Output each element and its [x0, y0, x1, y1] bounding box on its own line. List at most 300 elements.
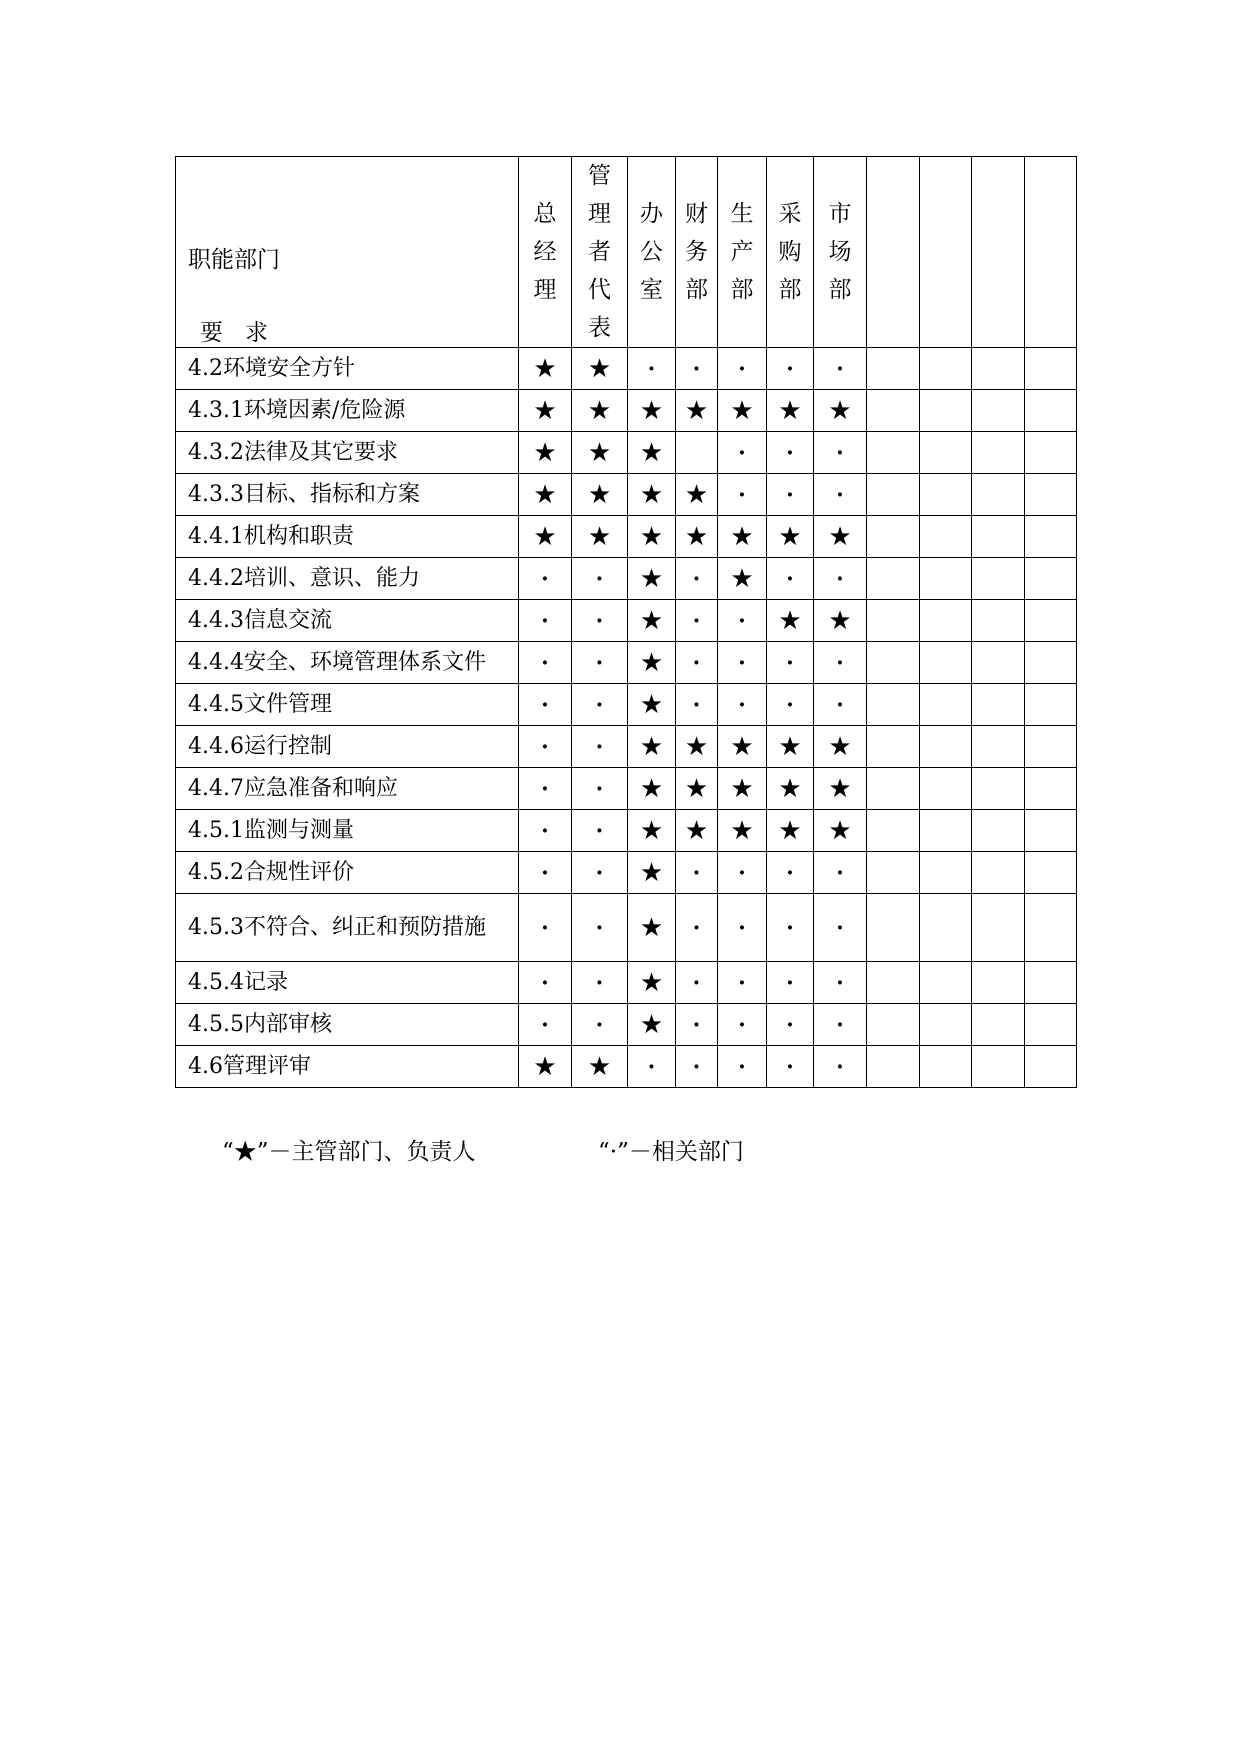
mark-cell: [767, 962, 814, 1004]
dot-mark: ·: [738, 691, 746, 718]
mark-cell: [676, 432, 718, 474]
mark-cell: [972, 390, 1025, 432]
dot-mark: ·: [595, 607, 604, 634]
dot-mark: ·: [786, 691, 794, 718]
mark-cell: [867, 390, 920, 432]
department-label: 市场部: [828, 201, 852, 303]
mark-cell: [767, 768, 814, 810]
mark-cell: [814, 810, 867, 852]
dot-mark: ·: [836, 481, 844, 508]
star-mark: ★: [828, 605, 852, 636]
table-row: [176, 1046, 1077, 1088]
mark-cell: [718, 962, 767, 1004]
mark-cell: [814, 390, 867, 432]
table-row: [176, 768, 1077, 810]
mark-cell: [972, 600, 1025, 642]
requirement-cell: 4.5.5内部审核: [176, 1004, 519, 1046]
dot-mark: ·: [836, 859, 844, 886]
dot-mark: ·: [738, 481, 746, 508]
department-header-5: [718, 157, 767, 348]
mark-cell: [1025, 894, 1077, 962]
star-mark: ★: [828, 773, 852, 804]
mark-cell: [572, 1046, 628, 1088]
mark-cell: [814, 432, 867, 474]
mark-cell: [1025, 852, 1077, 894]
mark-cell: [1025, 1004, 1077, 1046]
mark-cell: [814, 474, 867, 516]
mark-cell: [767, 1046, 814, 1088]
mark-cell: [1025, 768, 1077, 810]
mark-cell: [920, 726, 972, 768]
dot-mark: ·: [786, 914, 794, 941]
dot-mark: ·: [647, 355, 656, 382]
mark-cell: [920, 768, 972, 810]
star-mark: ★: [639, 521, 664, 552]
mark-cell: [676, 962, 718, 1004]
dot-mark: ·: [836, 439, 844, 466]
star-mark: ★: [730, 815, 754, 846]
mark-cell: [628, 516, 676, 558]
star-mark: ★: [639, 815, 664, 846]
dot-mark: ·: [786, 565, 794, 592]
mark-cell: [920, 852, 972, 894]
mark-cell: [572, 726, 628, 768]
mark-cell: [1025, 726, 1077, 768]
department-header-10: [972, 157, 1025, 348]
mark-cell: [920, 348, 972, 390]
legend-star-note: “★”－主管部门、负责人: [222, 1139, 476, 1165]
dot-mark: ·: [738, 914, 746, 941]
mark-cell: [628, 894, 676, 962]
mark-cell: [628, 684, 676, 726]
requirement-cell: 4.3.1环境因素/危险源: [176, 390, 519, 432]
table-row: [176, 1004, 1077, 1046]
department-label: 办公室: [640, 201, 663, 303]
mark-cell: [628, 1004, 676, 1046]
requirement-cell: 4.4.2培训、意识、能力: [176, 558, 519, 600]
requirement-cell: 4.4.5文件管理: [176, 684, 519, 726]
mark-cell: [519, 390, 572, 432]
mark-cell: [572, 516, 628, 558]
department-header-2: [572, 157, 628, 348]
mark-cell: [972, 962, 1025, 1004]
mark-cell: [519, 432, 572, 474]
table-row: [176, 894, 1077, 962]
department-header-8: [867, 157, 920, 348]
dot-mark: ·: [738, 1011, 746, 1038]
mark-cell: [718, 558, 767, 600]
requirement-cell: 4.4.3信息交流: [176, 600, 519, 642]
header-corner-cell: [176, 157, 519, 348]
dot-mark: ·: [786, 439, 794, 466]
mark-cell: [718, 348, 767, 390]
mark-cell: [867, 852, 920, 894]
dot-mark: ·: [541, 817, 549, 844]
mark-cell: [920, 642, 972, 684]
requirement-cell: 4.5.2合规性评价: [176, 852, 519, 894]
mark-cell: [814, 962, 867, 1004]
dot-mark: ·: [541, 859, 549, 886]
mark-cell: [1025, 962, 1077, 1004]
requirement-cell: 4.2环境安全方针: [176, 348, 519, 390]
mark-cell: [676, 1046, 718, 1088]
department-header-6: [767, 157, 814, 348]
mark-cell: [676, 894, 718, 962]
table-row: [176, 726, 1077, 768]
dot-mark: ·: [541, 733, 549, 760]
dot-mark: ·: [738, 607, 746, 634]
mark-cell: [519, 962, 572, 1004]
mark-cell: [519, 726, 572, 768]
star-mark: ★: [684, 773, 709, 804]
department-label: 财务部: [685, 201, 708, 303]
mark-cell: [867, 474, 920, 516]
dot-mark: ·: [595, 1011, 604, 1038]
mark-cell: [867, 1004, 920, 1046]
dot-mark: ·: [541, 914, 549, 941]
mark-cell: [1025, 348, 1077, 390]
star-mark: ★: [533, 479, 557, 510]
mark-cell: [519, 1046, 572, 1088]
department-header-3: [628, 157, 676, 348]
mark-cell: [519, 516, 572, 558]
legend-dot-note: “·”－相关部门: [598, 1139, 744, 1165]
mark-cell: [718, 810, 767, 852]
table-row: [176, 474, 1077, 516]
dot-mark: ·: [595, 565, 604, 592]
mark-cell: [972, 1004, 1025, 1046]
dot-mark: ·: [541, 1011, 549, 1038]
mark-cell: [920, 1046, 972, 1088]
department-header-4: [676, 157, 718, 348]
mark-cell: [867, 962, 920, 1004]
mark-cell: [718, 894, 767, 962]
mark-cell: [767, 348, 814, 390]
star-mark: ★: [828, 521, 852, 552]
mark-cell: [867, 768, 920, 810]
mark-cell: [767, 642, 814, 684]
requirement-cell: 4.5.3不符合、纠正和预防措施: [176, 894, 519, 962]
mark-cell: [676, 852, 718, 894]
mark-cell: [718, 474, 767, 516]
mark-cell: [519, 852, 572, 894]
star-mark: ★: [778, 395, 802, 426]
mark-cell: [767, 390, 814, 432]
header-bottom-label: 要求: [200, 320, 290, 346]
mark-cell: [572, 684, 628, 726]
table-row: [176, 642, 1077, 684]
dot-mark: ·: [541, 565, 549, 592]
mark-cell: [920, 962, 972, 1004]
mark-cell: [718, 1046, 767, 1088]
dot-mark: ·: [541, 969, 549, 996]
star-mark: ★: [639, 773, 664, 804]
star-mark: ★: [533, 521, 557, 552]
table-row: [176, 600, 1077, 642]
dot-mark: ·: [738, 355, 746, 382]
mark-cell: [1025, 810, 1077, 852]
mark-cell: [572, 600, 628, 642]
star-mark: ★: [730, 731, 754, 762]
department-header-7: [814, 157, 867, 348]
star-mark: ★: [639, 912, 664, 943]
mark-cell: [628, 474, 676, 516]
header-top-label: 职能部门: [188, 247, 280, 273]
mark-cell: [767, 1004, 814, 1046]
table-row: [176, 684, 1077, 726]
dot-mark: ·: [738, 649, 746, 676]
dot-mark: ·: [836, 1053, 844, 1080]
mark-cell: [572, 768, 628, 810]
mark-cell: [767, 600, 814, 642]
mark-cell: [718, 390, 767, 432]
star-mark: ★: [533, 1051, 557, 1082]
dot-mark: ·: [595, 733, 604, 760]
mark-cell: [767, 810, 814, 852]
mark-cell: [767, 894, 814, 962]
mark-cell: [676, 516, 718, 558]
star-mark: ★: [684, 521, 709, 552]
mark-cell: [972, 1046, 1025, 1088]
requirement-cell: 4.4.6运行控制: [176, 726, 519, 768]
star-mark: ★: [730, 773, 754, 804]
mark-cell: [972, 894, 1025, 962]
star-mark: ★: [639, 647, 664, 678]
mark-cell: [767, 432, 814, 474]
star-mark: ★: [730, 395, 754, 426]
mark-cell: [867, 810, 920, 852]
mark-cell: [814, 726, 867, 768]
mark-cell: [1025, 516, 1077, 558]
mark-cell: [920, 1004, 972, 1046]
mark-cell: [676, 684, 718, 726]
mark-cell: [572, 390, 628, 432]
mark-cell: [972, 852, 1025, 894]
mark-cell: [920, 894, 972, 962]
table-row: [176, 390, 1077, 432]
mark-cell: [718, 642, 767, 684]
department-label: 生产部: [730, 201, 754, 303]
mark-cell: [972, 558, 1025, 600]
mark-cell: [814, 516, 867, 558]
star-mark: ★: [778, 731, 802, 762]
mark-cell: [628, 768, 676, 810]
requirement-cell: 4.5.1监测与测量: [176, 810, 519, 852]
mark-cell: [920, 432, 972, 474]
mark-cell: [1025, 390, 1077, 432]
mark-cell: [628, 1046, 676, 1088]
mark-cell: [676, 768, 718, 810]
mark-cell: [814, 852, 867, 894]
mark-cell: [628, 726, 676, 768]
star-mark: ★: [639, 563, 664, 594]
dot-mark: ·: [541, 607, 549, 634]
mark-cell: [519, 348, 572, 390]
dot-mark: ·: [595, 691, 604, 718]
dot-mark: ·: [692, 565, 701, 592]
star-mark: ★: [587, 437, 612, 468]
mark-cell: [1025, 600, 1077, 642]
star-mark: ★: [587, 479, 612, 510]
dot-mark: ·: [692, 691, 701, 718]
table-row: [176, 516, 1077, 558]
dot-mark: ·: [692, 355, 701, 382]
mark-cell: [920, 474, 972, 516]
star-mark: ★: [639, 437, 664, 468]
mark-cell: [676, 558, 718, 600]
dot-mark: ·: [692, 607, 701, 634]
mark-cell: [920, 600, 972, 642]
mark-cell: [972, 726, 1025, 768]
mark-cell: [676, 726, 718, 768]
mark-cell: [519, 1004, 572, 1046]
dot-mark: ·: [738, 859, 746, 886]
mark-cell: [767, 516, 814, 558]
mark-cell: [519, 894, 572, 962]
mark-cell: [1025, 1046, 1077, 1088]
mark-cell: [628, 962, 676, 1004]
mark-cell: [814, 1004, 867, 1046]
table-row: [176, 962, 1077, 1004]
mark-cell: [920, 558, 972, 600]
mark-cell: [867, 600, 920, 642]
mark-cell: [519, 642, 572, 684]
mark-cell: [676, 810, 718, 852]
dot-mark: ·: [836, 691, 844, 718]
mark-cell: [676, 474, 718, 516]
dot-mark: ·: [692, 914, 701, 941]
dot-mark: ·: [595, 859, 604, 886]
mark-cell: [676, 1004, 718, 1046]
mark-cell: [718, 432, 767, 474]
mark-cell: [814, 894, 867, 962]
mark-cell: [676, 390, 718, 432]
dot-mark: ·: [692, 969, 701, 996]
mark-cell: [814, 1046, 867, 1088]
mark-cell: [972, 474, 1025, 516]
mark-cell: [628, 348, 676, 390]
requirement-cell: 4.4.7应急准备和响应: [176, 768, 519, 810]
star-mark: ★: [730, 521, 754, 552]
mark-cell: [676, 642, 718, 684]
dot-mark: ·: [647, 1053, 656, 1080]
star-mark: ★: [828, 815, 852, 846]
department-label: 总经理: [533, 201, 557, 303]
mark-cell: [972, 348, 1025, 390]
table-row: [176, 558, 1077, 600]
dot-mark: ·: [836, 565, 844, 592]
mark-cell: [572, 348, 628, 390]
star-mark: ★: [639, 689, 664, 720]
mark-cell: [867, 894, 920, 962]
mark-cell: [718, 600, 767, 642]
dot-mark: ·: [738, 439, 746, 466]
dot-mark: ·: [836, 649, 844, 676]
star-mark: ★: [684, 395, 709, 426]
requirement-cell: 4.3.2法律及其它要求: [176, 432, 519, 474]
mark-cell: [867, 1046, 920, 1088]
star-mark: ★: [587, 521, 612, 552]
star-mark: ★: [639, 395, 664, 426]
mark-cell: [572, 432, 628, 474]
dot-mark: ·: [595, 914, 604, 941]
mark-cell: [628, 642, 676, 684]
mark-cell: [572, 474, 628, 516]
mark-cell: [628, 852, 676, 894]
mark-cell: [718, 684, 767, 726]
star-mark: ★: [639, 1009, 664, 1040]
mark-cell: [767, 558, 814, 600]
mark-cell: [1025, 558, 1077, 600]
dot-mark: ·: [786, 1053, 794, 1080]
requirement-cell: 4.4.4安全、环境管理体系文件: [176, 642, 519, 684]
mark-cell: [519, 558, 572, 600]
requirement-cell: 4.4.1机构和职责: [176, 516, 519, 558]
requirement-cell: 4.6管理评审: [176, 1046, 519, 1088]
mark-cell: [1025, 474, 1077, 516]
star-mark: ★: [778, 605, 802, 636]
star-mark: ★: [533, 437, 557, 468]
dot-mark: ·: [836, 1011, 844, 1038]
mark-cell: [718, 1004, 767, 1046]
mark-cell: [972, 432, 1025, 474]
mark-cell: [718, 726, 767, 768]
mark-cell: [572, 810, 628, 852]
mark-cell: [676, 348, 718, 390]
dot-mark: ·: [786, 481, 794, 508]
department-label: 采购部: [778, 201, 802, 303]
table-row: [176, 348, 1077, 390]
star-mark: ★: [639, 857, 664, 888]
mark-cell: [814, 768, 867, 810]
dot-mark: ·: [692, 649, 701, 676]
requirement-cell: 4.5.4记录: [176, 962, 519, 1004]
mark-cell: [767, 474, 814, 516]
dot-mark: ·: [692, 1011, 701, 1038]
mark-cell: [572, 894, 628, 962]
mark-cell: [867, 726, 920, 768]
dot-mark: ·: [595, 649, 604, 676]
mark-cell: [867, 684, 920, 726]
dot-mark: ·: [836, 914, 844, 941]
mark-cell: [572, 962, 628, 1004]
mark-cell: [628, 600, 676, 642]
star-mark: ★: [778, 773, 802, 804]
mark-cell: [718, 516, 767, 558]
dot-mark: ·: [541, 649, 549, 676]
star-mark: ★: [639, 731, 664, 762]
mark-cell: [572, 558, 628, 600]
mark-cell: [920, 390, 972, 432]
star-mark: ★: [684, 731, 709, 762]
mark-cell: [867, 516, 920, 558]
mark-cell: [867, 348, 920, 390]
dot-mark: ·: [836, 969, 844, 996]
department-header-1: [519, 157, 572, 348]
mark-cell: [972, 516, 1025, 558]
mark-cell: [814, 558, 867, 600]
mark-cell: [572, 642, 628, 684]
star-mark: ★: [730, 563, 754, 594]
mark-cell: [920, 684, 972, 726]
mark-cell: [519, 474, 572, 516]
dot-mark: ·: [692, 859, 701, 886]
mark-cell: [920, 516, 972, 558]
dot-mark: ·: [786, 859, 794, 886]
requirement-cell: 4.3.3目标、指标和方案: [176, 474, 519, 516]
mark-cell: [1025, 684, 1077, 726]
mark-cell: [814, 600, 867, 642]
